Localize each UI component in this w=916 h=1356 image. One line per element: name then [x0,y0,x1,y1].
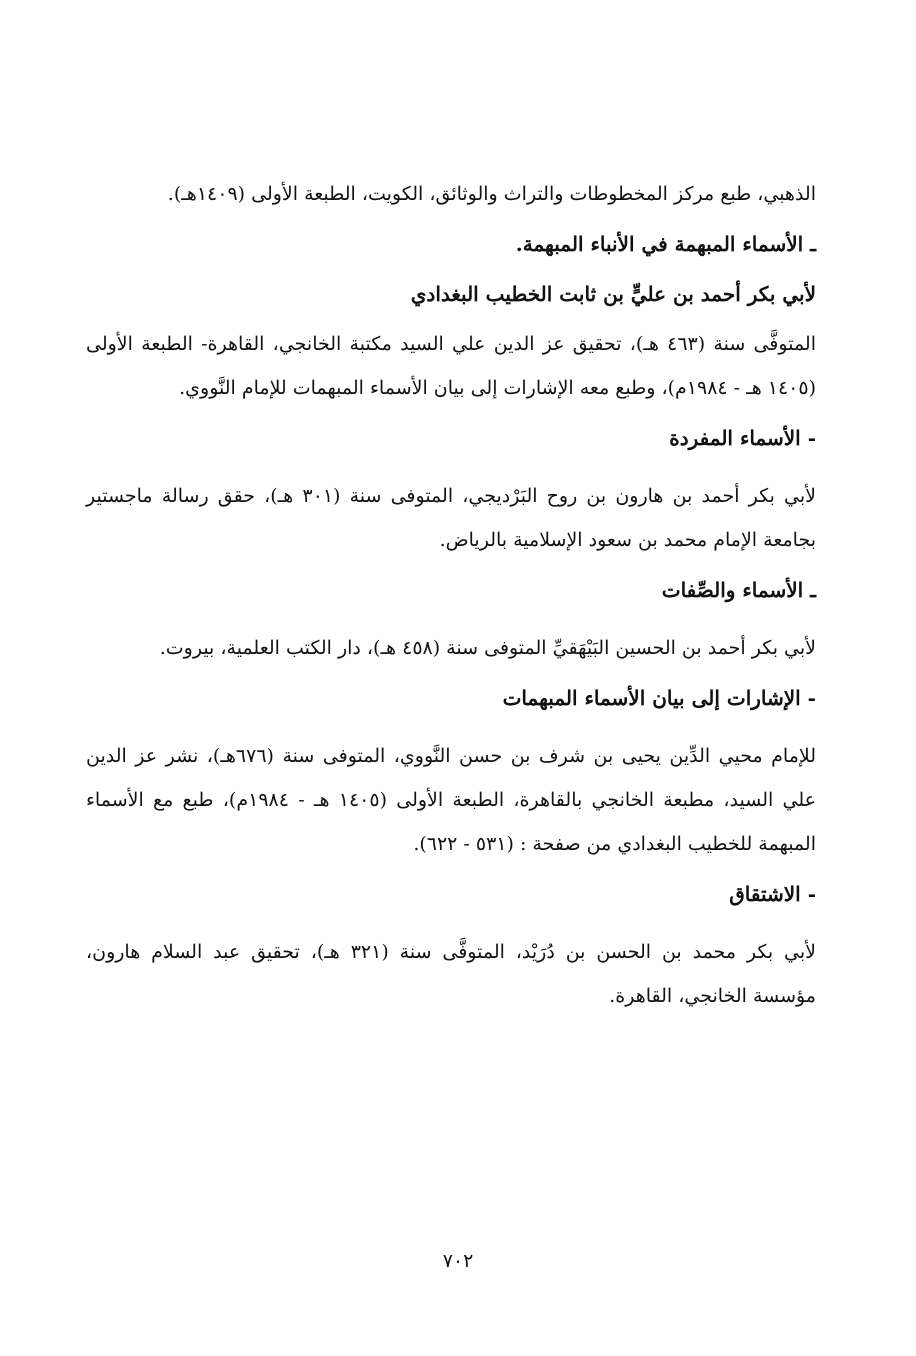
entry-body: لأبي بكر محمد بن الحسن بن دُرَيْد، المتوفَّى سنة (٣٢١ هـ)، تحقيق عبد السلام هارون، مؤسسة الخانجي، القاهرة. [86,941,816,1007]
entry-title: - الاشتقاق [729,882,816,906]
entry-title: - الأسماء المفردة [669,426,816,450]
entry-title: ـ الأسماء المبهمة في الأنباء المبهمة. [515,232,816,256]
entry-body: الذهبي، طبع مركز المخطوطات والتراث والوثائق، الكويت، الطبعة الأولى (١٤٠٩هـ). [167,183,816,205]
entry-title: - الإشارات إلى بيان الأسماء المبهمات [502,686,816,710]
entry-body: المتوفَّى سنة (٤٦٣ هـ)، تحقيق عز الدين علي السيد مكتبة الخانجي، القاهرة- الطبعة الأولى (١٤٠٥ هـ - ١٩٨٤م)، وطبع معه الإشارات إلى بيان الأسماء المبهمات للإمام النَّووي. [86,333,816,399]
entry-body: للإمام محيي الدِّين يحيى بن شرف بن حسن النَّووي، المتوفى سنة (٦٧٦هـ)، نشر عز الدين علي السيد، مطبعة الخانجي بالقاهرة، الطبعة الأولى (١٤٠٥ هـ - ١٩٨٤م)، طبع مع الأسماء المبهمة للخطيب البغدادي من صفحة : (٥٣١ - ٦٢٢). [86,745,816,855]
entry-body: لأبي بكر أحمد بن هارون بن روح البَرْديجي، المتوفى سنة (٣٠١ هـ)، حقق رسالة ماجستير بجامعة الإمام محمد بن سعود الإسلامية بالرياض. [86,485,816,551]
entry-author: لأبي بكر أحمد بن عليٍّ بن ثابت الخطيب البغدادي [410,282,816,306]
page-body [86,172,816,1018]
entry-body: لأبي بكر أحمد بن الحسين البَيْهَقيِّ المتوفى سنة (٤٥٨ هـ)، دار الكتب العلمية، بيروت. [159,637,816,659]
page-number: ٧٠٢ [442,1250,474,1272]
entry-title: ـ الأسماء والصِّفات [661,578,816,602]
